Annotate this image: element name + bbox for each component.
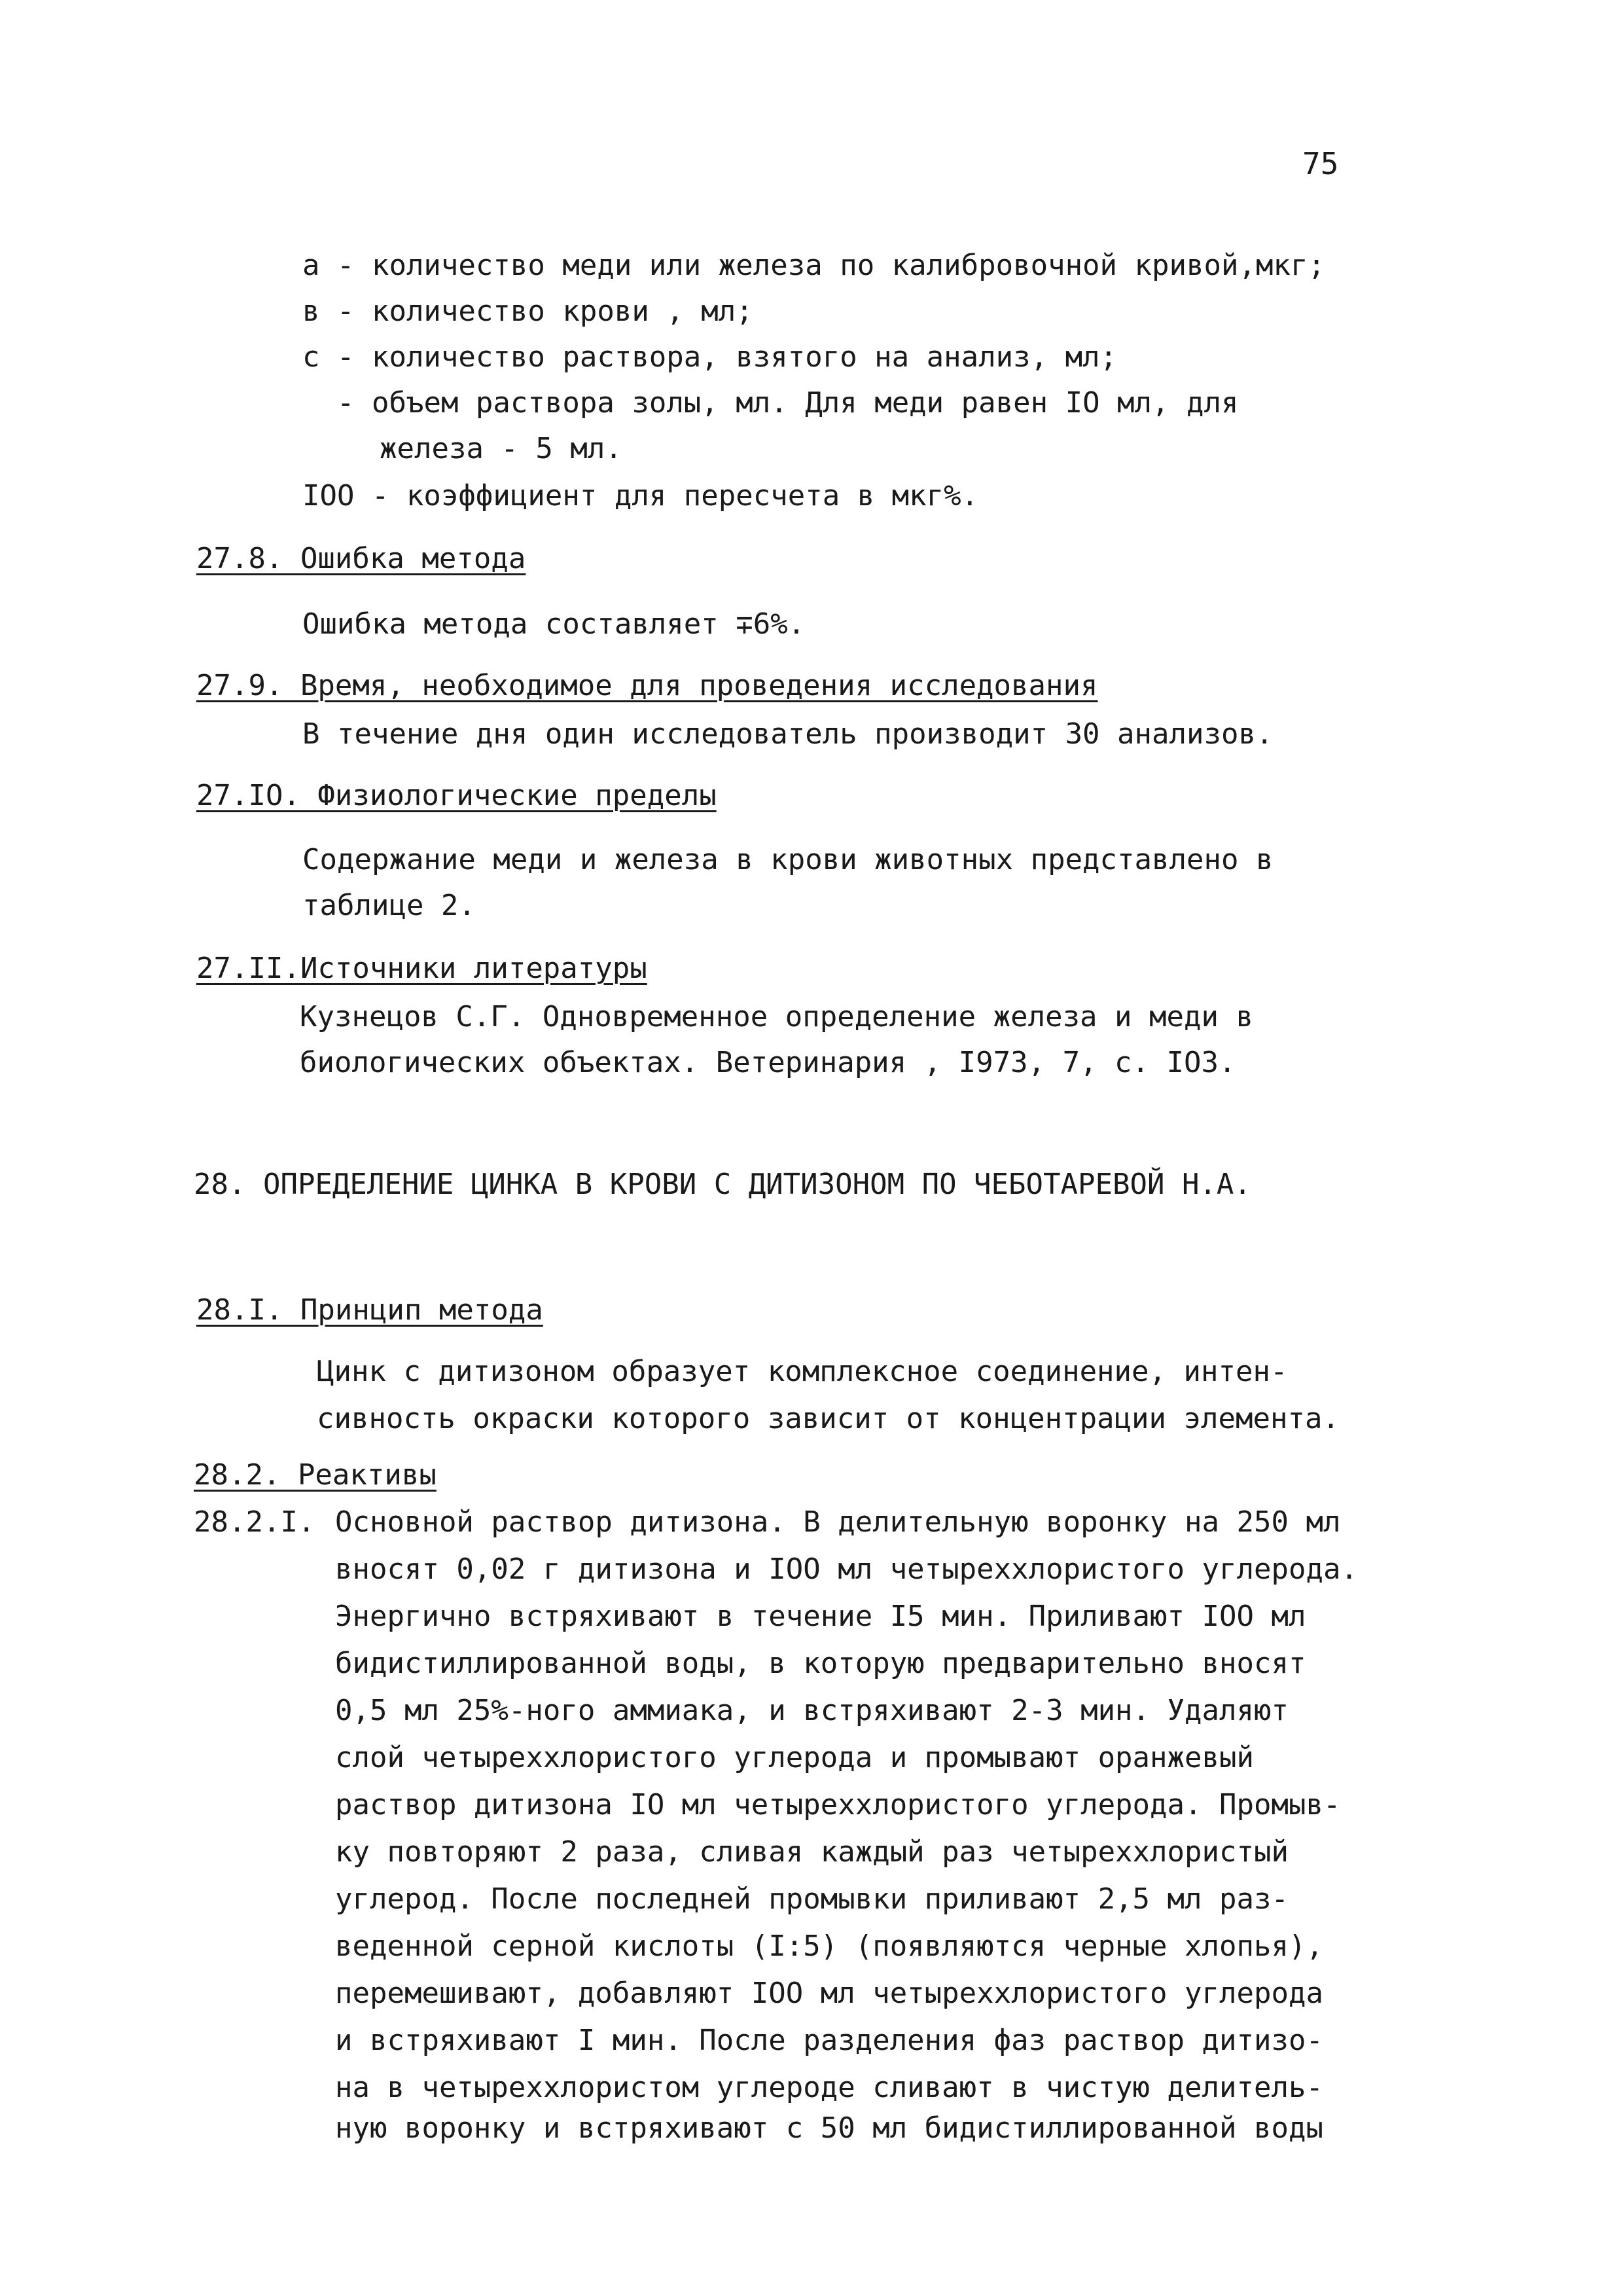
legend-e: IOO - коэффициент для пересчета в мкг%.: [302, 479, 979, 512]
section-28-1-text-line2: сивность окраски которого зависит от концентрации элемента.: [317, 1402, 1340, 1435]
reagent-text-line: веденной серной кислоты (I:5) (появляются черные хлопья),: [335, 1929, 1323, 1963]
reagent-text-line: перемешивают, добавляют IOO мл четыреххлористого углерода: [335, 1977, 1323, 2010]
reagent-text-line: слой четыреххлористого углерода и промывают оранжевый: [335, 1741, 1254, 1774]
section-27-10-heading: 27.IO. Физиологические пределы: [196, 779, 717, 812]
legend-b: в - количество крови , мл;: [302, 295, 753, 328]
reagent-text-line: раствор дитизона IO мл четыреххлористого углерода. Промыв-: [335, 1788, 1341, 1821]
reagent-text-line: и встряхивают I мин. После разделения фаз раствор дитизо-: [335, 2024, 1323, 2057]
reagent-text-line: ную воронку и встряхивают с 50 мл бидистиллированной воды: [335, 2111, 1323, 2145]
section-27-10-text-line1: Содержание меди и железа в крови животных представлено в: [302, 843, 1274, 876]
section-28-2-heading: 28.2. Реактивы: [194, 1458, 437, 1492]
legend-d-line1: - объем раствора золы, мл. Для меди равен IO мл, для: [337, 386, 1239, 420]
section-27-8-heading: 27.8. Ошибка метода: [196, 542, 526, 575]
reagent-text-line: вносят 0,02 г дитизона и IOO мл четыреххлористого углерода.: [335, 1552, 1358, 1586]
section-28-1-text-line1: Цинк с дитизоном образует комплексное соединение, интен-: [317, 1355, 1288, 1388]
section-28-1-heading: 28.I. Принцип метода: [196, 1293, 543, 1327]
legend-c: с - количество раствора, взятого на анализ, мл;: [302, 340, 1118, 374]
reagent-text-line: Основной раствор дитизона. В делительную воронку на 250 мл: [335, 1505, 1341, 1539]
legend-a: а - количество меди или железа по калибровочной кривой,мкг;: [302, 249, 1325, 282]
reagent-text-line: на в четыреххлористом углероде сливают в чистую делитель-: [335, 2071, 1323, 2104]
reagent-text-line: углерод. После последней промывки приливают 2,5 мл раз-: [335, 1882, 1289, 1916]
reference-line2: биологических объектах. Ветеринария , I973, 7, с. IO3.: [300, 1046, 1236, 1079]
item-28-2-1-label: 28.2.I.: [194, 1505, 315, 1539]
page-number: 75: [1302, 146, 1339, 181]
section-27-9-text: В течение дня один исследователь производит 30 анализов.: [302, 717, 1274, 751]
reference-line1: Кузнецов С.Г. Одновременное определение железа и меди в: [300, 1000, 1253, 1033]
reagent-text-line: Энергично встряхивают в течение I5 мин. Приливают IOO мл: [335, 1600, 1306, 1633]
section-27-10-text-line2: таблице 2.: [302, 889, 476, 922]
section-27-8-text: Ошибка метода составляет ∓6%.: [302, 607, 806, 641]
legend-d-line2: железа - 5 мл.: [380, 432, 622, 465]
section-27-9-heading: 27.9. Время, необходимое для проведения исследования: [196, 669, 1098, 702]
section-27-11-heading: 27.II.Источники литературы: [196, 952, 647, 985]
reagent-text-line: ку повторяют 2 раза, сливая каждый раз четыреххлористый: [335, 1835, 1289, 1869]
reagent-text-line: бидистиллированной воды, в которую предварительно вносят: [335, 1647, 1306, 1680]
reagent-text-line: 0,5 мл 25%-ного аммиака, и встряхивают 2-3 мин. Удаляют: [335, 1694, 1289, 1727]
section-28-title: 28. ОПРЕДЕЛЕНИЕ ЦИНКА В КРОВИ С ДИТИЗОНОМ ПО ЧЕБОТАРЕВОЙ Н.А.: [194, 1168, 1251, 1201]
